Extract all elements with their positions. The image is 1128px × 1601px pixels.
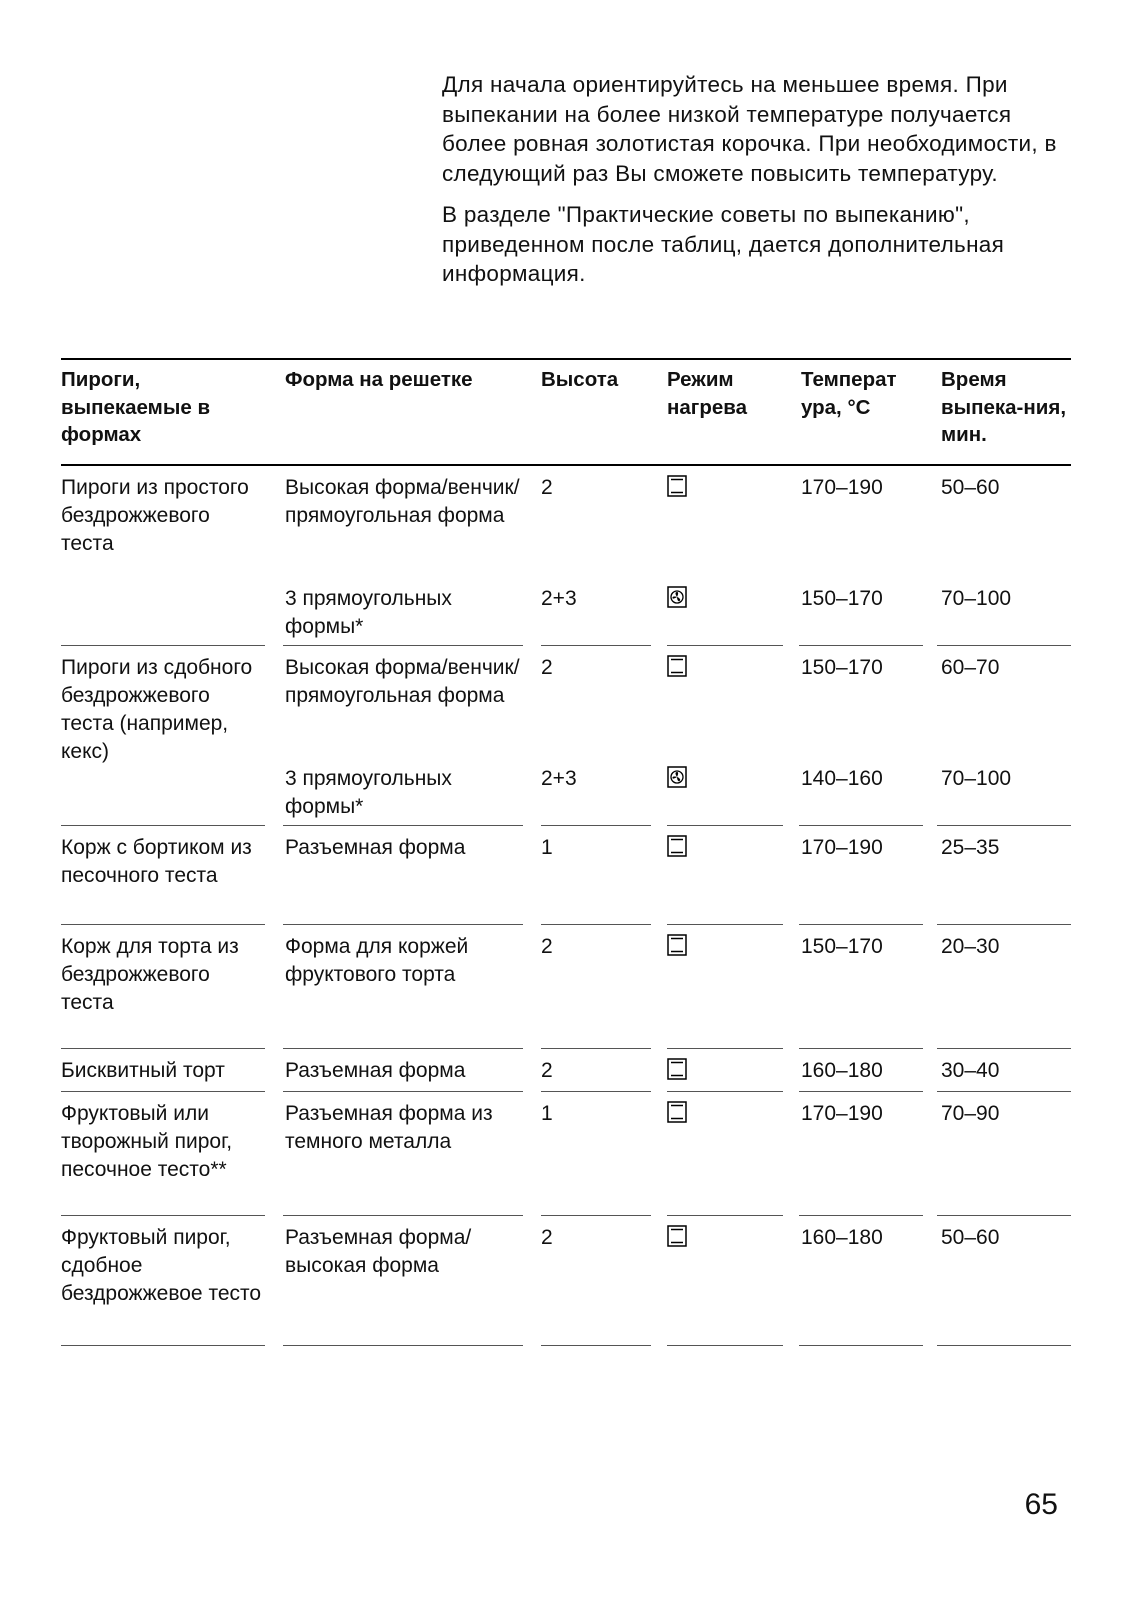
cake-name: Бисквитный торт xyxy=(61,1059,225,1082)
height-cell: 2 xyxy=(541,476,553,499)
mode-cell xyxy=(667,1057,783,1085)
mode-cell xyxy=(667,765,783,793)
temperature-cell-column xyxy=(801,1049,925,1092)
form-cell-column xyxy=(285,646,531,826)
header-cake: Пироги, выпекаемые в формах xyxy=(61,368,211,446)
intro-text xyxy=(442,70,1082,301)
temperature-cell: 160–180 xyxy=(801,1226,883,1249)
cake-name: Корж для торта из бездрожжевого теста xyxy=(61,935,239,1014)
temperature-cell: 170–190 xyxy=(801,1102,883,1125)
form-cell-column xyxy=(285,826,531,925)
time-cell: 50–60 xyxy=(941,1226,1000,1249)
cake-name: Пироги из сдобного бездрожжевого теста (например, кекс) xyxy=(61,656,253,763)
cake-name: Корж с бортиком из песочного теста xyxy=(61,836,252,887)
temperature-cell: 150–170 xyxy=(801,587,883,610)
mode-cell-column xyxy=(667,1049,783,1092)
form-cell: Разъемная форма/высокая форма xyxy=(285,1226,472,1277)
time-cell: 70–100 xyxy=(941,767,1012,790)
form-cell-column xyxy=(285,466,531,646)
height-cell: 2+3 xyxy=(541,587,577,610)
top-bottom-heat-icon xyxy=(667,655,687,677)
table-row xyxy=(61,466,1071,646)
form-cell: Разъемная форма xyxy=(285,1059,466,1082)
form-cell-column xyxy=(285,925,531,1049)
hot-air-fan-icon xyxy=(667,586,687,608)
intro-paragraph-2: В разделе "Практические советы по выпеканию", приведенном после таблиц, дается дополнительная информация. xyxy=(442,202,1005,286)
time-cell-column xyxy=(941,925,1071,1049)
cake-name: Фруктовый пирог, сдобное бездрожжевое тесто xyxy=(61,1226,262,1305)
height-cell: 2 xyxy=(541,935,553,958)
table-row xyxy=(61,1092,1071,1216)
temperature-cell: 170–190 xyxy=(801,476,883,499)
time-cell: 20–30 xyxy=(941,935,1000,958)
row-divider xyxy=(61,1345,265,1346)
intro-paragraph-1: Для начала ориентируйтесь на меньшее время. При выпекании на более низкой температуре получается более ровная золотистая корочка. При необходимости, в следующий раз Вы сможете повысить температуру. xyxy=(442,72,1057,186)
table-header xyxy=(61,358,1071,466)
form-cell-column xyxy=(285,1049,531,1092)
page-number: 65 xyxy=(1024,1488,1058,1521)
cake-name: Фруктовый или творожный пирог, песочное тесто** xyxy=(61,1102,233,1181)
row-divider xyxy=(541,1345,651,1346)
height-cell-column xyxy=(541,646,653,826)
top-bottom-heat-icon xyxy=(667,475,687,497)
temperature-cell-column xyxy=(801,646,925,826)
form-cell-column xyxy=(285,1092,531,1216)
time-cell: 25–35 xyxy=(941,836,1000,859)
height-cell: 2 xyxy=(541,1059,553,1082)
form-cell: Разъемная форма из темного металла xyxy=(285,1102,493,1153)
row-divider xyxy=(667,1345,783,1346)
form-cell-column xyxy=(285,1216,531,1346)
height-cell-column xyxy=(541,1216,653,1346)
temperature-cell: 150–170 xyxy=(801,656,883,679)
mode-cell-column xyxy=(667,646,783,826)
form-cell: 3 прямоугольных формы* xyxy=(285,587,452,638)
header-time: Время выпека-ния, мин. xyxy=(941,368,1067,446)
time-cell-column xyxy=(941,646,1071,826)
form-cell: Форма для коржей фруктового торта xyxy=(285,935,469,986)
height-cell-column xyxy=(541,925,653,1049)
row-divider xyxy=(799,1345,923,1346)
height-cell-column xyxy=(541,1092,653,1216)
mode-cell-column xyxy=(667,1216,783,1346)
mode-cell xyxy=(667,834,783,862)
time-cell-column xyxy=(941,1049,1071,1092)
time-cell: 70–100 xyxy=(941,587,1012,610)
mode-cell-column xyxy=(667,1092,783,1216)
temperature-cell: 170–190 xyxy=(801,836,883,859)
height-cell: 1 xyxy=(541,836,553,859)
header-form: Форма на решетке xyxy=(285,368,473,391)
mode-cell xyxy=(667,585,783,613)
time-cell: 30–40 xyxy=(941,1059,1000,1082)
temperature-cell-column xyxy=(801,1092,925,1216)
height-cell: 1 xyxy=(541,1102,553,1125)
temperature-cell-column xyxy=(801,826,925,925)
time-cell-column xyxy=(941,1092,1071,1216)
top-bottom-heat-icon xyxy=(667,1101,687,1123)
time-cell-column xyxy=(941,1216,1071,1346)
height-cell: 2 xyxy=(541,1226,553,1249)
time-cell-column xyxy=(941,826,1071,925)
header-mode: Режим нагрева xyxy=(667,368,747,419)
table-body xyxy=(61,466,1071,1346)
mode-cell-column xyxy=(667,826,783,925)
temperature-cell-column xyxy=(801,925,925,1049)
form-cell: Высокая форма/венчик/ прямоугольная форма xyxy=(285,656,520,707)
temperature-cell: 140–160 xyxy=(801,767,883,790)
time-cell: 60–70 xyxy=(941,656,1000,679)
temperature-cell-column xyxy=(801,466,925,646)
mode-cell xyxy=(667,1100,783,1128)
height-cell: 2+3 xyxy=(541,767,577,790)
top-bottom-heat-icon xyxy=(667,1225,687,1247)
form-cell: Разъемная форма xyxy=(285,836,466,859)
mode-cell-column xyxy=(667,466,783,646)
top-bottom-heat-icon xyxy=(667,1058,687,1080)
header-height: Высота xyxy=(541,368,619,391)
height-cell-column xyxy=(541,466,653,646)
time-cell-column xyxy=(941,466,1071,646)
mode-cell xyxy=(667,654,783,682)
temperature-cell: 160–180 xyxy=(801,1059,883,1082)
table-row xyxy=(61,826,1071,925)
baking-table xyxy=(61,358,1071,1346)
time-cell: 70–90 xyxy=(941,1102,1000,1125)
hot-air-fan-icon xyxy=(667,766,687,788)
table-row xyxy=(61,925,1071,1049)
height-cell: 2 xyxy=(541,656,553,679)
mode-cell xyxy=(667,1224,783,1252)
mode-cell-column xyxy=(667,925,783,1049)
form-cell: Высокая форма/венчик/ прямоугольная форма xyxy=(285,476,520,527)
cake-name: Пироги из простого бездрожжевого теста xyxy=(61,476,249,555)
time-cell: 50–60 xyxy=(941,476,1000,499)
row-divider xyxy=(937,1345,1071,1346)
height-cell-column xyxy=(541,1049,653,1092)
top-bottom-heat-icon xyxy=(667,835,687,857)
temperature-cell-column xyxy=(801,1216,925,1346)
row-divider xyxy=(283,1345,523,1346)
table-row xyxy=(61,1216,1071,1346)
header-temperature: Температ ура, °С xyxy=(801,368,897,419)
temperature-cell: 150–170 xyxy=(801,935,883,958)
mode-cell xyxy=(667,474,783,502)
table-row xyxy=(61,646,1071,826)
table-row xyxy=(61,1049,1071,1092)
form-cell: 3 прямоугольных формы* xyxy=(285,767,452,818)
height-cell-column xyxy=(541,826,653,925)
top-bottom-heat-icon xyxy=(667,934,687,956)
mode-cell xyxy=(667,933,783,961)
